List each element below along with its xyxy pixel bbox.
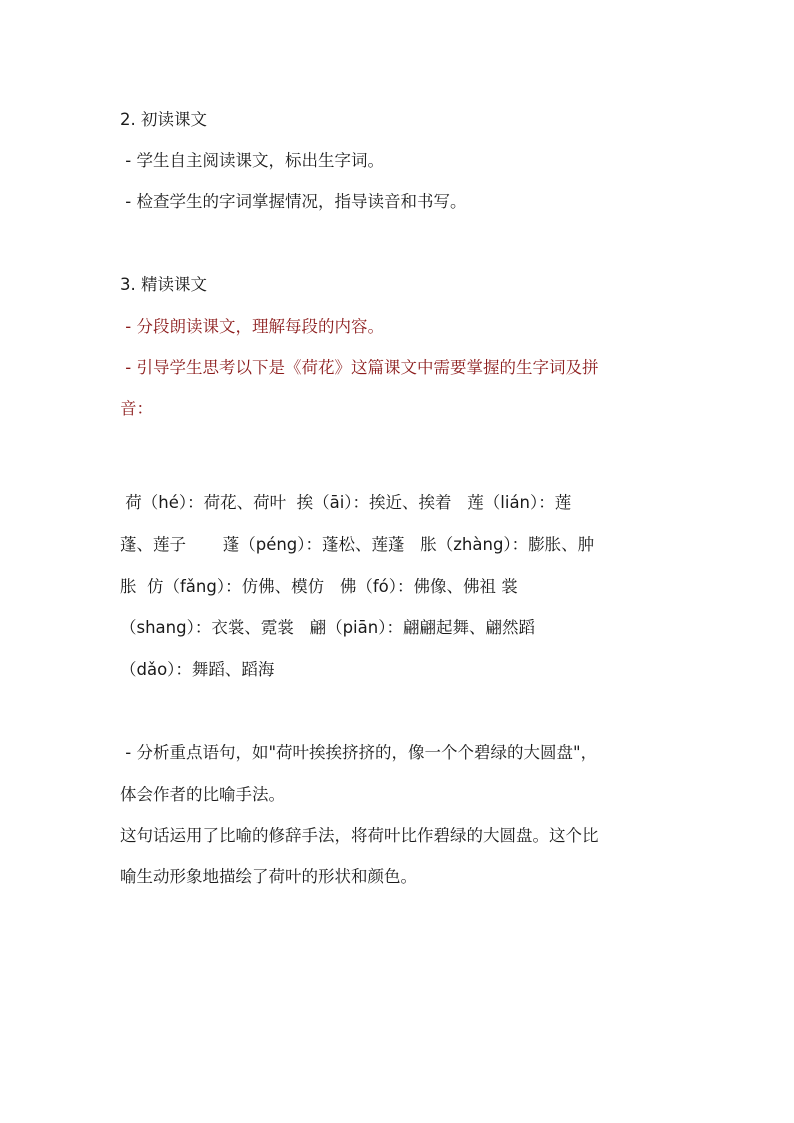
analysis-line-4: 喻生动形象地描绘了荷叶的形状和颜色。 bbox=[120, 867, 417, 886]
vocab-line-1: 荷（hé）：荷花、荷叶 挨（āi）：挨近、挨着 莲（lián）：莲 bbox=[120, 493, 572, 512]
vocab-line-5: （dǎo）：舞蹈、蹈海 bbox=[120, 660, 275, 679]
analysis-line-1: - 分析重点语句，如"荷叶挨挨挤挤的，像一个个碧绿的大圆盘"， bbox=[120, 743, 598, 762]
vocab-line-4: （shang）：衣裳、霓裳 翩（piān）：翩翩起舞、翩然蹈 bbox=[120, 618, 535, 637]
section-2-bullet-2: - 检查学生的字词掌握情况，指导读音和书写。 bbox=[120, 192, 467, 211]
section-2-bullet-1: - 学生自主阅读课文，标出生字词。 bbox=[120, 151, 384, 170]
section-3-bullet-1: - 分段朗读课文，理解每段的内容。 bbox=[120, 317, 384, 336]
section-3-bullet-2-cont: 音： bbox=[120, 399, 153, 418]
vocab-line-2: 蓬、莲子 蓬（péng）：蓬松、莲蓬 胀（zhàng）：膨胀、肿 bbox=[120, 535, 595, 554]
section-3-bullet-2: - 引导学生思考以下是《荷花》这篇课文中需要掌握的生字词及拼 bbox=[120, 358, 599, 377]
analysis-line-3: 这句话运用了比喻的修辞手法，将荷叶比作碧绿的大圆盘。这个比 bbox=[120, 826, 599, 845]
analysis-line-2: 体会作者的比喻手法。 bbox=[120, 785, 285, 804]
section-3-heading: 3. 精读课文 bbox=[120, 275, 207, 294]
section-2-heading: 2. 初读课文 bbox=[120, 110, 207, 129]
vocab-line-3: 胀 仿（fǎng）：仿佛、模仿 佛（fó）：佛像、佛祖 裳 bbox=[120, 577, 518, 596]
